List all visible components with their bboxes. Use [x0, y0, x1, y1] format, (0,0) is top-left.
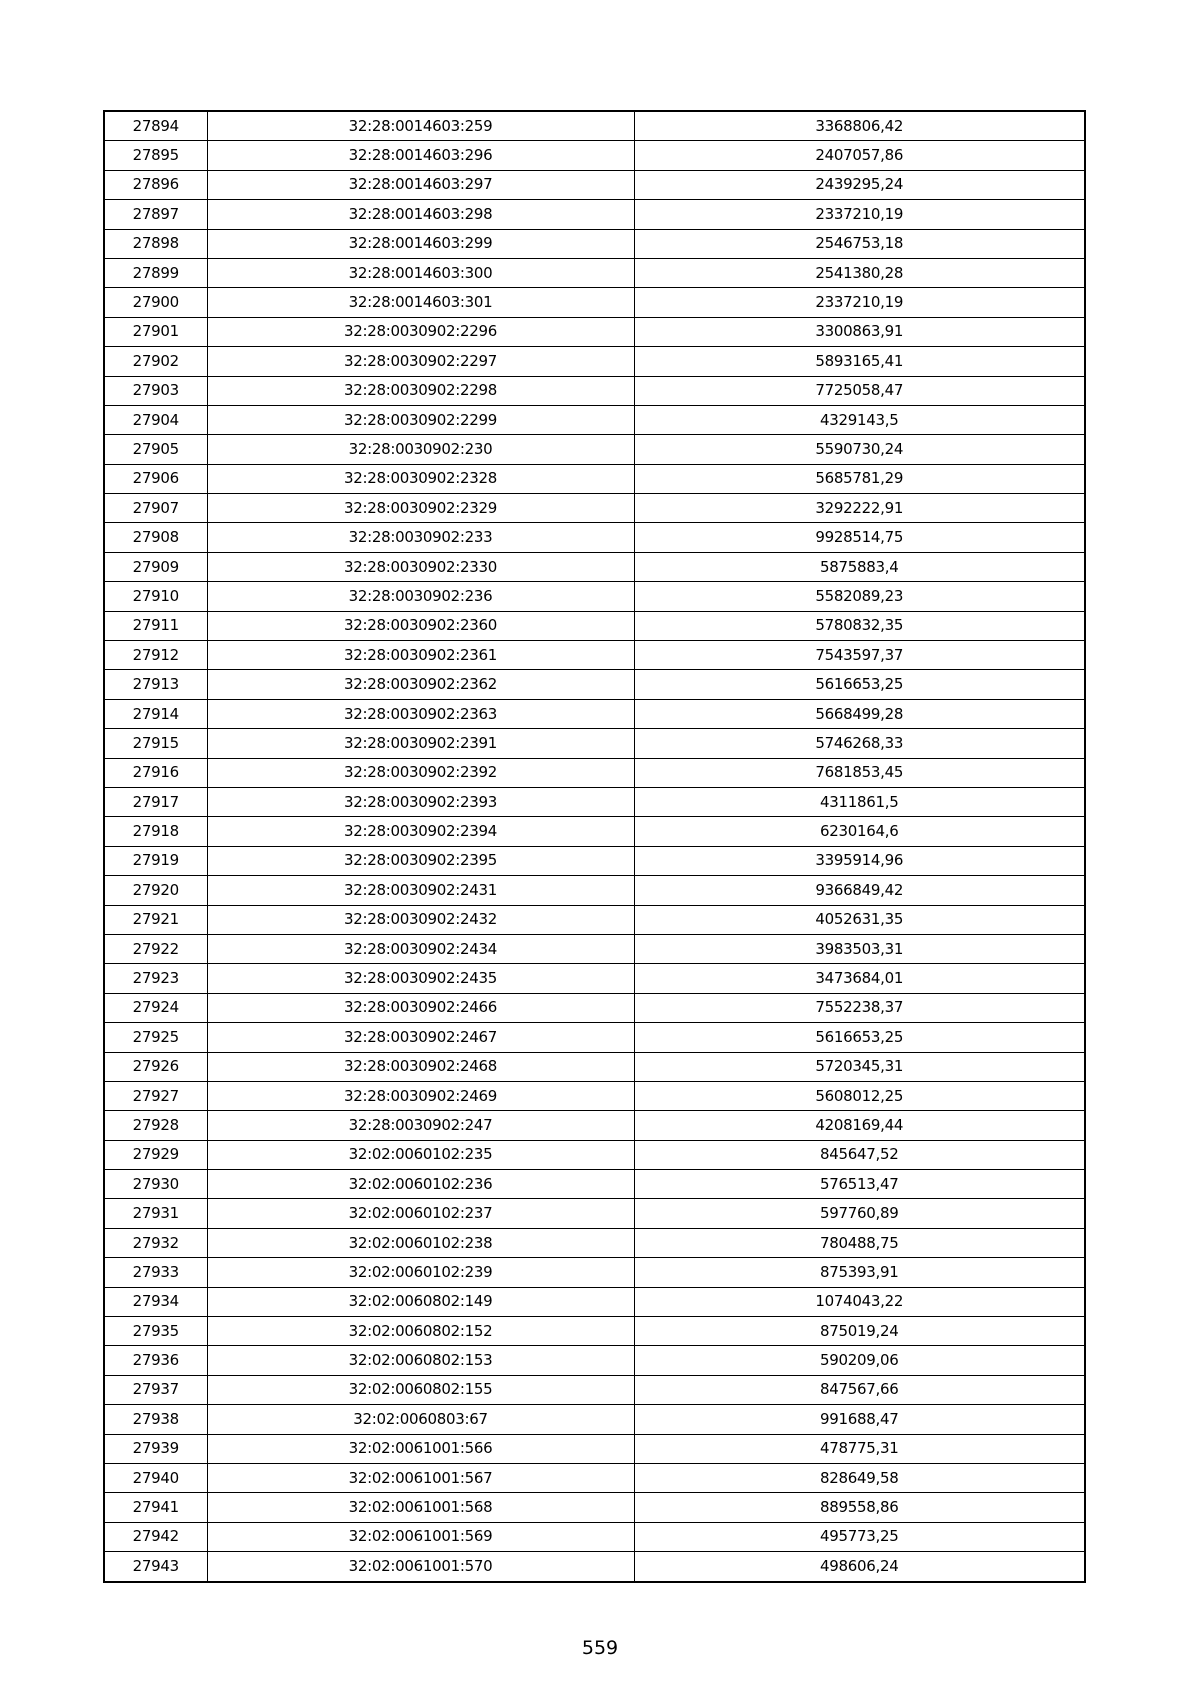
cadastral-number-cell: 32:28:0014603:299	[207, 229, 634, 258]
cadastral-number-cell: 32:28:0030902:2363	[207, 699, 634, 728]
table-row	[104, 1346, 1085, 1375]
cadastral-value-cell: 7552238,37	[634, 993, 1085, 1022]
cadastral-value-cell: 5720345,31	[634, 1052, 1085, 1081]
row-number-cell: 27901	[104, 317, 207, 346]
table-row	[104, 611, 1085, 640]
cadastral-number-cell: 32:28:0014603:296	[207, 141, 634, 170]
cadastral-value-cell: 875019,24	[634, 1317, 1085, 1346]
cadastral-value-cell: 597760,89	[634, 1199, 1085, 1228]
cadastral-number-cell: 32:02:0060102:238	[207, 1228, 634, 1257]
cadastral-number-cell: 32:28:0030902:2466	[207, 993, 634, 1022]
row-number-cell: 27928	[104, 1111, 207, 1140]
cadastral-value-cell: 4208169,44	[634, 1111, 1085, 1140]
table-row	[104, 435, 1085, 464]
cadastral-number-cell: 32:28:0030902:2395	[207, 846, 634, 875]
row-number-cell: 27916	[104, 758, 207, 787]
row-number-cell: 27894	[104, 111, 207, 141]
cadastral-value-cell: 889558,86	[634, 1493, 1085, 1522]
cadastral-number-cell: 32:02:0060102:239	[207, 1258, 634, 1287]
row-number-cell: 27939	[104, 1434, 207, 1463]
cadastral-number-cell: 32:28:0030902:2330	[207, 552, 634, 581]
table-row	[104, 1199, 1085, 1228]
table-row	[104, 288, 1085, 317]
cadastral-value-cell: 2337210,19	[634, 200, 1085, 229]
cadastral-number-cell: 32:02:0061001:568	[207, 1493, 634, 1522]
row-number-cell: 27935	[104, 1317, 207, 1346]
row-number-cell: 27929	[104, 1140, 207, 1169]
row-number-cell: 27913	[104, 670, 207, 699]
cadastral-number-cell: 32:28:0030902:233	[207, 523, 634, 552]
cadastral-value-cell: 9928514,75	[634, 523, 1085, 552]
table-row	[104, 347, 1085, 376]
cadastral-value-cell: 3395914,96	[634, 846, 1085, 875]
table-row	[104, 846, 1085, 875]
row-number-cell: 27898	[104, 229, 207, 258]
row-number-cell: 27923	[104, 964, 207, 993]
cadastral-number-cell: 32:28:0014603:297	[207, 170, 634, 199]
cadastral-number-cell: 32:28:0030902:2329	[207, 494, 634, 523]
row-number-cell: 27914	[104, 699, 207, 728]
cadastral-number-cell: 32:02:0061001:567	[207, 1463, 634, 1492]
row-number-cell: 27897	[104, 200, 207, 229]
row-number-cell: 27941	[104, 1493, 207, 1522]
table-row	[104, 464, 1085, 493]
table-row	[104, 1463, 1085, 1492]
cadastral-value-cell: 3983503,31	[634, 934, 1085, 963]
cadastral-value-cell: 7725058,47	[634, 376, 1085, 405]
cadastral-number-cell: 32:02:0060802:155	[207, 1375, 634, 1404]
row-number-cell: 27940	[104, 1463, 207, 1492]
cadastral-number-cell: 32:02:0060802:149	[207, 1287, 634, 1316]
table-row	[104, 964, 1085, 993]
cadastral-value-cell: 5875883,4	[634, 552, 1085, 581]
cadastral-value-cell: 5685781,29	[634, 464, 1085, 493]
row-number-cell: 27903	[104, 376, 207, 405]
cadastral-number-cell: 32:28:0030902:2360	[207, 611, 634, 640]
cadastral-value-cell: 3368806,42	[634, 111, 1085, 141]
row-number-cell: 27910	[104, 582, 207, 611]
cadastral-value-table	[103, 110, 1086, 1583]
row-number-cell: 27922	[104, 934, 207, 963]
table-row	[104, 670, 1085, 699]
cadastral-number-cell: 32:28:0030902:2468	[207, 1052, 634, 1081]
table-row	[104, 729, 1085, 758]
row-number-cell: 27899	[104, 258, 207, 287]
table-row	[104, 258, 1085, 287]
cadastral-number-cell: 32:28:0030902:2467	[207, 1023, 634, 1052]
cadastral-value-cell: 2337210,19	[634, 288, 1085, 317]
table-row	[104, 229, 1085, 258]
row-number-cell: 27902	[104, 347, 207, 376]
table-row	[104, 1287, 1085, 1316]
row-number-cell: 27909	[104, 552, 207, 581]
table-row	[104, 1522, 1085, 1551]
cadastral-value-cell: 5590730,24	[634, 435, 1085, 464]
table-row	[104, 317, 1085, 346]
row-number-cell: 27907	[104, 494, 207, 523]
cadastral-number-cell: 32:28:0030902:2393	[207, 787, 634, 816]
table-row	[104, 523, 1085, 552]
cadastral-number-cell: 32:02:0060802:152	[207, 1317, 634, 1346]
cadastral-number-cell: 32:28:0030902:2362	[207, 670, 634, 699]
cadastral-number-cell: 32:02:0060102:237	[207, 1199, 634, 1228]
cadastral-value-cell: 3292222,91	[634, 494, 1085, 523]
cadastral-value-cell: 4329143,5	[634, 405, 1085, 434]
cadastral-number-cell: 32:28:0030902:2361	[207, 641, 634, 670]
cadastral-value-cell: 4052631,35	[634, 905, 1085, 934]
table-row	[104, 494, 1085, 523]
cadastral-number-cell: 32:28:0014603:298	[207, 200, 634, 229]
cadastral-value-cell: 5780832,35	[634, 611, 1085, 640]
row-number-cell: 27924	[104, 993, 207, 1022]
table-row	[104, 1111, 1085, 1140]
table-row	[104, 1140, 1085, 1169]
table-row	[104, 1405, 1085, 1434]
cadastral-value-cell: 478775,31	[634, 1434, 1085, 1463]
cadastral-number-cell: 32:28:0030902:247	[207, 1111, 634, 1140]
cadastral-value-cell: 3473684,01	[634, 964, 1085, 993]
cadastral-number-cell: 32:28:0030902:2431	[207, 876, 634, 905]
cadastral-value-cell: 6230164,6	[634, 817, 1085, 846]
cadastral-number-cell: 32:28:0030902:2297	[207, 347, 634, 376]
cadastral-value-cell: 7681853,45	[634, 758, 1085, 787]
row-number-cell: 27908	[104, 523, 207, 552]
cadastral-value-cell: 5746268,33	[634, 729, 1085, 758]
row-number-cell: 27930	[104, 1170, 207, 1199]
cadastral-number-cell: 32:02:0060802:153	[207, 1346, 634, 1375]
cadastral-number-cell: 32:28:0030902:236	[207, 582, 634, 611]
row-number-cell: 27921	[104, 905, 207, 934]
cadastral-value-cell: 7543597,37	[634, 641, 1085, 670]
cadastral-value-cell: 5893165,41	[634, 347, 1085, 376]
table-row	[104, 582, 1085, 611]
table-row	[104, 699, 1085, 728]
table-row	[104, 1375, 1085, 1404]
row-number-cell: 27904	[104, 405, 207, 434]
cadastral-value-cell: 991688,47	[634, 1405, 1085, 1434]
cadastral-number-cell: 32:02:0060102:235	[207, 1140, 634, 1169]
row-number-cell: 27938	[104, 1405, 207, 1434]
cadastral-value-cell: 875393,91	[634, 1258, 1085, 1287]
row-number-cell: 27906	[104, 464, 207, 493]
table-row	[104, 905, 1085, 934]
table-row	[104, 1081, 1085, 1110]
cadastral-value-cell: 5616653,25	[634, 1023, 1085, 1052]
cadastral-number-cell: 32:28:0030902:2298	[207, 376, 634, 405]
table-body	[104, 111, 1085, 1582]
table-row	[104, 1317, 1085, 1346]
cadastral-value-cell: 4311861,5	[634, 787, 1085, 816]
table-row	[104, 1258, 1085, 1287]
cadastral-number-cell: 32:28:0014603:301	[207, 288, 634, 317]
cadastral-value-cell: 3300863,91	[634, 317, 1085, 346]
cadastral-number-cell: 32:02:0061001:570	[207, 1552, 634, 1582]
table-row	[104, 817, 1085, 846]
cadastral-number-cell: 32:28:0030902:2391	[207, 729, 634, 758]
table-row	[104, 1052, 1085, 1081]
cadastral-value-cell: 576513,47	[634, 1170, 1085, 1199]
cadastral-number-cell: 32:28:0030902:2469	[207, 1081, 634, 1110]
cadastral-number-cell: 32:28:0030902:2435	[207, 964, 634, 993]
table-row	[104, 1552, 1085, 1582]
row-number-cell: 27919	[104, 846, 207, 875]
row-number-cell: 27912	[104, 641, 207, 670]
cadastral-value-cell: 780488,75	[634, 1228, 1085, 1257]
table-row	[104, 552, 1085, 581]
row-number-cell: 27933	[104, 1258, 207, 1287]
row-number-cell: 27936	[104, 1346, 207, 1375]
cadastral-number-cell: 32:28:0030902:2434	[207, 934, 634, 963]
cadastral-number-cell: 32:28:0030902:2299	[207, 405, 634, 434]
cadastral-number-cell: 32:02:0061001:569	[207, 1522, 634, 1551]
cadastral-value-cell: 9366849,42	[634, 876, 1085, 905]
cadastral-number-cell: 32:28:0030902:230	[207, 435, 634, 464]
row-number-cell: 27911	[104, 611, 207, 640]
row-number-cell: 27917	[104, 787, 207, 816]
table-row	[104, 376, 1085, 405]
cadastral-value-cell: 847567,66	[634, 1375, 1085, 1404]
cadastral-number-cell: 32:28:0030902:2296	[207, 317, 634, 346]
table-row	[104, 111, 1085, 141]
table-row	[104, 1434, 1085, 1463]
cadastral-number-cell: 32:02:0060803:67	[207, 1405, 634, 1434]
row-number-cell: 27900	[104, 288, 207, 317]
cadastral-value-cell: 5668499,28	[634, 699, 1085, 728]
cadastral-value-cell: 5608012,25	[634, 1081, 1085, 1110]
row-number-cell: 27918	[104, 817, 207, 846]
cadastral-number-cell: 32:02:0060102:236	[207, 1170, 634, 1199]
cadastral-value-cell: 590209,06	[634, 1346, 1085, 1375]
cadastral-value-cell: 5582089,23	[634, 582, 1085, 611]
table-row	[104, 141, 1085, 170]
table-row	[104, 876, 1085, 905]
table-row	[104, 787, 1085, 816]
table-row	[104, 1493, 1085, 1522]
row-number-cell: 27920	[104, 876, 207, 905]
row-number-cell: 27895	[104, 141, 207, 170]
row-number-cell: 27905	[104, 435, 207, 464]
row-number-cell: 27931	[104, 1199, 207, 1228]
table-row	[104, 1170, 1085, 1199]
table-row	[104, 170, 1085, 199]
cadastral-value-cell: 5616653,25	[634, 670, 1085, 699]
row-number-cell: 27942	[104, 1522, 207, 1551]
table-row	[104, 641, 1085, 670]
table-row	[104, 934, 1085, 963]
table-row	[104, 200, 1085, 229]
cadastral-value-cell: 2407057,86	[634, 141, 1085, 170]
row-number-cell: 27925	[104, 1023, 207, 1052]
cadastral-value-cell: 2546753,18	[634, 229, 1085, 258]
table-row	[104, 1228, 1085, 1257]
cadastral-number-cell: 32:28:0030902:2392	[207, 758, 634, 787]
cadastral-value-cell: 828649,58	[634, 1463, 1085, 1492]
row-number-cell: 27927	[104, 1081, 207, 1110]
row-number-cell: 27915	[104, 729, 207, 758]
table-row	[104, 993, 1085, 1022]
cadastral-value-cell: 2541380,28	[634, 258, 1085, 287]
cadastral-number-cell: 32:28:0030902:2432	[207, 905, 634, 934]
cadastral-value-cell: 498606,24	[634, 1552, 1085, 1582]
cadastral-value-cell: 1074043,22	[634, 1287, 1085, 1316]
cadastral-value-cell: 495773,25	[634, 1522, 1085, 1551]
row-number-cell: 27896	[104, 170, 207, 199]
cadastral-number-cell: 32:02:0061001:566	[207, 1434, 634, 1463]
row-number-cell: 27934	[104, 1287, 207, 1316]
row-number-cell: 27937	[104, 1375, 207, 1404]
cadastral-number-cell: 32:28:0014603:300	[207, 258, 634, 287]
table-row	[104, 405, 1085, 434]
row-number-cell: 27943	[104, 1552, 207, 1582]
table-row	[104, 1023, 1085, 1052]
cadastral-value-cell: 845647,52	[634, 1140, 1085, 1169]
page-number: 559	[581, 1637, 619, 1659]
cadastral-number-cell: 32:28:0030902:2328	[207, 464, 634, 493]
cadastral-number-cell: 32:28:0030902:2394	[207, 817, 634, 846]
table-row	[104, 758, 1085, 787]
cadastral-value-cell: 2439295,24	[634, 170, 1085, 199]
row-number-cell: 27932	[104, 1228, 207, 1257]
row-number-cell: 27926	[104, 1052, 207, 1081]
cadastral-number-cell: 32:28:0014603:259	[207, 111, 634, 141]
